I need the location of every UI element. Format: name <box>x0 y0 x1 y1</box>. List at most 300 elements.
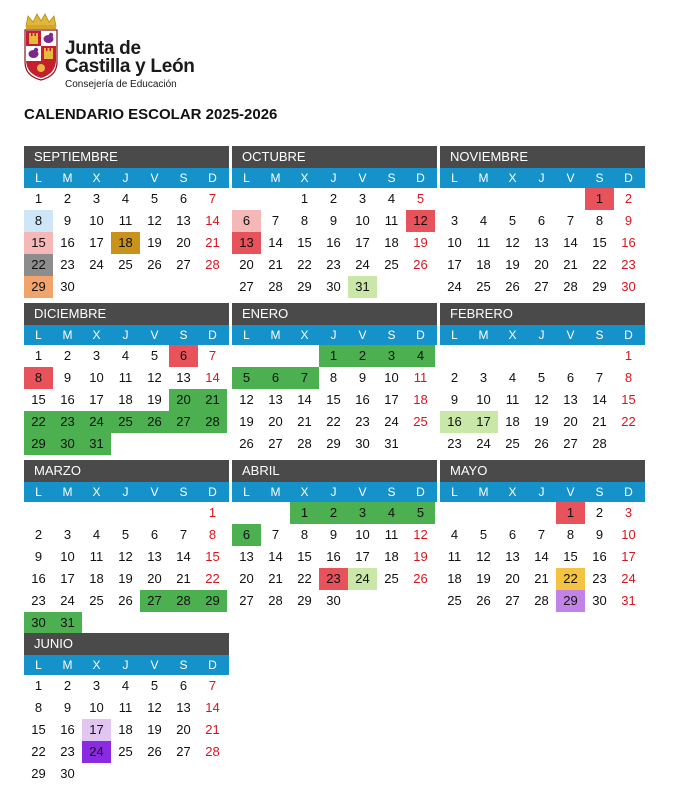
day-cell: 4 <box>377 502 406 524</box>
day-cell: 19 <box>147 235 162 250</box>
day-cell: 31 <box>621 593 636 608</box>
weekday-label: D <box>416 328 425 342</box>
day-cell: 9 <box>63 370 72 385</box>
day-cell: 14 <box>176 549 191 564</box>
day-cell: 16 <box>355 392 370 407</box>
weekday-label: M <box>478 171 489 185</box>
week-row <box>24 741 229 763</box>
month-title: JUNIO <box>24 633 229 655</box>
day-cell: 3 <box>63 527 72 542</box>
week-row <box>24 763 229 785</box>
day-cell: 14 <box>205 370 220 385</box>
week-row <box>24 697 229 719</box>
day-cell: 20 <box>534 257 549 272</box>
weekday-label: S <box>179 171 188 185</box>
weekday-label: S <box>387 485 396 499</box>
week-row <box>24 210 229 232</box>
empty-cell <box>140 502 169 524</box>
day-cell: 16 <box>60 392 75 407</box>
weekday-label: J <box>330 171 337 185</box>
weekday-label: M <box>270 328 281 342</box>
day-cell: 5 <box>150 348 159 363</box>
day-cell: 27 <box>176 257 191 272</box>
day-cell: 7 <box>208 678 217 693</box>
day-cell: 28 <box>268 279 283 294</box>
week-row <box>24 188 229 210</box>
day-cell: 25 <box>447 593 462 608</box>
day-cell: 10 <box>89 370 104 385</box>
day-cell: 18 <box>89 571 104 586</box>
day-cell: 19 <box>118 571 133 586</box>
week-row <box>440 210 645 232</box>
week-row <box>232 345 437 367</box>
day-cell: 23 <box>355 414 370 429</box>
day-cell: 9 <box>358 370 367 385</box>
week-row <box>440 232 645 254</box>
day-cell: 15 <box>31 722 46 737</box>
day-cell: 31 <box>348 276 377 298</box>
day-cell: 29 <box>31 766 46 781</box>
day-cell: 3 <box>624 505 633 520</box>
day-cell: 2 <box>450 370 459 385</box>
weekday-header <box>440 325 645 345</box>
day-cell: 8 <box>595 213 604 228</box>
day-cell: 31 <box>53 612 82 634</box>
day-cell: 20 <box>239 571 254 586</box>
day-cell: 13 <box>232 232 261 254</box>
day-cell: 12 <box>147 370 162 385</box>
empty-cell <box>261 345 290 367</box>
day-cell: 10 <box>89 213 104 228</box>
day-cell: 11 <box>476 235 491 250</box>
day-cell: 1 <box>34 678 43 693</box>
day-cell: 9 <box>595 527 604 542</box>
day-cell: 23 <box>326 257 341 272</box>
day-cell: 1 <box>34 191 43 206</box>
day-cell: 19 <box>505 257 520 272</box>
day-cell: 4 <box>121 348 130 363</box>
weeks-grid <box>232 188 437 298</box>
day-cell: 16 <box>60 722 75 737</box>
week-row <box>440 254 645 276</box>
empty-cell <box>498 345 527 367</box>
day-cell: 1 <box>208 505 217 520</box>
day-cell: 23 <box>621 257 636 272</box>
day-cell: 7 <box>208 348 217 363</box>
week-row <box>440 389 645 411</box>
day-cell: 6 <box>179 678 188 693</box>
week-row <box>440 433 645 455</box>
weekday-label: D <box>208 171 217 185</box>
day-cell: 7 <box>271 213 280 228</box>
day-cell: 27 <box>239 279 254 294</box>
weekday-label: S <box>179 328 188 342</box>
day-cell: 4 <box>121 678 130 693</box>
weekday-label: V <box>566 171 575 185</box>
weeks-grid <box>232 345 437 455</box>
day-cell: 28 <box>563 279 578 294</box>
day-cell: 28 <box>205 257 220 272</box>
day-cell: 26 <box>413 571 428 586</box>
day-cell: 12 <box>505 235 520 250</box>
weekday-label: J <box>122 658 129 672</box>
empty-cell <box>585 345 614 367</box>
day-cell: 25 <box>384 571 399 586</box>
week-row <box>440 276 645 298</box>
weekday-label: D <box>624 485 633 499</box>
day-cell: 18 <box>111 232 140 254</box>
weekday-label: M <box>478 485 489 499</box>
weekday-label: M <box>62 171 73 185</box>
day-cell: 29 <box>592 279 607 294</box>
weekday-header <box>232 325 437 345</box>
day-cell: 19 <box>413 235 428 250</box>
week-row <box>440 502 645 524</box>
day-cell: 16 <box>326 235 341 250</box>
empty-cell <box>290 345 319 367</box>
day-cell: 17 <box>355 235 370 250</box>
day-cell: 8 <box>24 367 53 389</box>
day-cell: 16 <box>440 411 469 433</box>
weekday-header <box>232 482 437 502</box>
month-february <box>440 303 645 455</box>
month-december <box>24 303 229 455</box>
weeks-grid <box>440 502 645 612</box>
week-row <box>24 568 229 590</box>
day-cell: 16 <box>60 235 75 250</box>
day-cell: 14 <box>297 392 312 407</box>
week-row <box>232 232 437 254</box>
day-cell: 11 <box>413 370 428 385</box>
day-cell: 5 <box>479 527 488 542</box>
day-cell: 4 <box>92 527 101 542</box>
day-cell: 12 <box>147 213 162 228</box>
day-cell: 22 <box>205 571 220 586</box>
weeks-grid <box>24 675 229 785</box>
day-cell: 23 <box>592 571 607 586</box>
day-cell: 7 <box>537 527 546 542</box>
weekday-label: X <box>92 485 101 499</box>
empty-cell <box>169 502 198 524</box>
weekday-label: D <box>208 485 217 499</box>
weekday-header <box>24 482 229 502</box>
day-cell: 19 <box>413 549 428 564</box>
weekday-header <box>24 655 229 675</box>
day-cell: 16 <box>326 549 341 564</box>
weeks-grid <box>232 502 437 612</box>
day-cell: 29 <box>297 593 312 608</box>
day-cell: 28 <box>534 593 549 608</box>
day-cell: 12 <box>118 549 133 564</box>
week-row <box>440 345 645 367</box>
month-april <box>232 460 437 612</box>
month-title: OCTUBRE <box>232 146 437 168</box>
day-cell: 26 <box>140 411 169 433</box>
weekday-label: L <box>35 328 42 342</box>
day-cell: 19 <box>147 392 162 407</box>
empty-cell <box>469 502 498 524</box>
weekday-label: V <box>150 171 159 185</box>
day-cell: 5 <box>406 502 435 524</box>
day-cell: 5 <box>150 678 159 693</box>
page-title: CALENDARIO ESCOLAR 2025-2026 <box>24 106 278 123</box>
weeks-grid <box>24 188 229 298</box>
day-cell: 7 <box>566 213 575 228</box>
day-cell: 26 <box>534 436 549 451</box>
weeks-grid <box>24 502 229 634</box>
day-cell: 20 <box>505 571 520 586</box>
week-row <box>24 345 229 367</box>
day-cell: 30 <box>621 279 636 294</box>
weekday-label: X <box>300 485 309 499</box>
day-cell: 18 <box>413 392 428 407</box>
empty-cell <box>111 502 140 524</box>
weekday-label: M <box>270 171 281 185</box>
day-cell: 29 <box>326 436 341 451</box>
week-row <box>24 502 229 524</box>
day-cell: 4 <box>387 191 396 206</box>
weekday-label: J <box>122 171 129 185</box>
day-cell: 19 <box>534 414 549 429</box>
day-cell: 3 <box>358 191 367 206</box>
weekday-label: M <box>62 328 73 342</box>
day-cell: 30 <box>592 593 607 608</box>
day-cell: 14 <box>268 549 283 564</box>
empty-cell <box>53 502 82 524</box>
day-cell: 24 <box>476 436 491 451</box>
day-cell: 17 <box>82 719 111 741</box>
month-title: ENERO <box>232 303 437 325</box>
day-cell: 21 <box>176 571 191 586</box>
day-cell: 1 <box>624 348 633 363</box>
day-cell: 3 <box>377 345 406 367</box>
day-cell: 29 <box>556 590 585 612</box>
day-cell: 21 <box>198 389 227 411</box>
weekday-label: J <box>538 485 545 499</box>
org-name-line2: Castilla y León <box>65 56 195 77</box>
week-row <box>232 254 437 276</box>
org-name-line1: Junta de <box>65 38 141 59</box>
day-cell: 3 <box>348 502 377 524</box>
day-cell: 16 <box>621 235 636 250</box>
day-cell: 30 <box>326 593 341 608</box>
day-cell: 31 <box>82 433 111 455</box>
week-row <box>24 719 229 741</box>
day-cell: 6 <box>508 527 517 542</box>
day-cell: 10 <box>60 549 75 564</box>
day-cell: 4 <box>479 213 488 228</box>
empty-cell <box>556 188 585 210</box>
week-row <box>232 590 437 612</box>
day-cell: 25 <box>111 411 140 433</box>
weekday-label: V <box>150 485 159 499</box>
day-cell: 30 <box>60 279 75 294</box>
empty-cell <box>469 345 498 367</box>
weekday-label: J <box>122 328 129 342</box>
empty-cell <box>527 345 556 367</box>
day-cell: 25 <box>118 744 133 759</box>
day-cell: 28 <box>297 436 312 451</box>
day-cell: 15 <box>297 235 312 250</box>
day-cell: 6 <box>179 191 188 206</box>
day-cell: 15 <box>205 549 220 564</box>
month-january <box>232 303 437 455</box>
day-cell: 3 <box>92 678 101 693</box>
day-cell: 9 <box>329 527 338 542</box>
weekday-label: V <box>566 485 575 499</box>
day-cell: 22 <box>31 744 46 759</box>
weekday-label: D <box>624 171 633 185</box>
empty-cell <box>440 188 469 210</box>
weekday-header <box>232 168 437 188</box>
weekday-label: V <box>566 328 575 342</box>
week-row <box>24 232 229 254</box>
day-cell: 11 <box>118 700 133 715</box>
day-cell: 9 <box>329 213 338 228</box>
week-row <box>440 568 645 590</box>
weekday-label: S <box>179 485 188 499</box>
day-cell: 6 <box>169 345 198 367</box>
day-cell: 8 <box>34 700 43 715</box>
weekday-label: X <box>508 485 517 499</box>
day-cell: 13 <box>534 235 549 250</box>
day-cell: 5 <box>150 191 159 206</box>
day-cell: 18 <box>447 571 462 586</box>
empty-cell <box>232 188 261 210</box>
weekday-label: L <box>451 328 458 342</box>
week-row <box>24 546 229 568</box>
day-cell: 21 <box>592 414 607 429</box>
week-row <box>232 276 437 298</box>
weekday-label: L <box>243 328 250 342</box>
weekday-label: V <box>358 485 367 499</box>
week-row <box>232 411 437 433</box>
day-cell: 20 <box>147 571 162 586</box>
day-cell: 10 <box>621 527 636 542</box>
month-may <box>440 460 645 612</box>
month-june <box>24 633 229 785</box>
week-row <box>440 546 645 568</box>
week-row <box>232 546 437 568</box>
weekday-label: V <box>150 328 159 342</box>
day-cell: 20 <box>268 414 283 429</box>
weekday-label: J <box>330 485 337 499</box>
week-row <box>440 524 645 546</box>
day-cell: 23 <box>60 744 75 759</box>
day-cell: 17 <box>89 235 104 250</box>
day-cell: 21 <box>563 257 578 272</box>
weekday-label: L <box>451 485 458 499</box>
week-row <box>440 367 645 389</box>
org-department: Consejería de Educación <box>65 79 177 90</box>
weekday-label: L <box>35 485 42 499</box>
week-row <box>440 188 645 210</box>
day-cell: 22 <box>297 257 312 272</box>
day-cell: 10 <box>355 213 370 228</box>
day-cell: 17 <box>384 392 399 407</box>
day-cell: 24 <box>89 257 104 272</box>
day-cell: 23 <box>60 257 75 272</box>
day-cell: 22 <box>556 568 585 590</box>
day-cell: 14 <box>205 700 220 715</box>
day-cell: 21 <box>205 235 220 250</box>
day-cell: 18 <box>384 235 399 250</box>
week-row <box>24 675 229 697</box>
day-cell: 29 <box>198 590 227 612</box>
day-cell: 18 <box>118 392 133 407</box>
day-cell: 24 <box>60 593 75 608</box>
month-september <box>24 146 229 298</box>
day-cell: 9 <box>450 392 459 407</box>
day-cell: 13 <box>147 549 162 564</box>
day-cell: 2 <box>348 345 377 367</box>
empty-cell <box>498 502 527 524</box>
empty-cell <box>232 502 261 524</box>
day-cell: 8 <box>300 527 309 542</box>
day-cell: 10 <box>384 370 399 385</box>
day-cell: 9 <box>34 549 43 564</box>
day-cell: 14 <box>268 235 283 250</box>
day-cell: 23 <box>447 436 462 451</box>
day-cell: 6 <box>150 527 159 542</box>
day-cell: 30 <box>53 433 82 455</box>
day-cell: 28 <box>268 593 283 608</box>
day-cell: 28 <box>169 590 198 612</box>
day-cell: 8 <box>329 370 338 385</box>
empty-cell <box>527 188 556 210</box>
weekday-label: L <box>243 485 250 499</box>
day-cell: 21 <box>534 571 549 586</box>
day-cell: 25 <box>384 257 399 272</box>
weekday-label: M <box>478 328 489 342</box>
weekday-label: S <box>387 328 396 342</box>
day-cell: 2 <box>63 348 72 363</box>
day-cell: 18 <box>505 414 520 429</box>
week-row <box>232 389 437 411</box>
day-cell: 26 <box>413 257 428 272</box>
weekday-label: D <box>208 658 217 672</box>
day-cell: 15 <box>592 235 607 250</box>
day-cell: 24 <box>621 571 636 586</box>
day-cell: 8 <box>300 213 309 228</box>
day-cell: 6 <box>537 213 546 228</box>
month-march <box>24 460 229 634</box>
weekday-label: D <box>624 328 633 342</box>
day-cell: 21 <box>297 414 312 429</box>
day-cell: 26 <box>118 593 133 608</box>
day-cell: 2 <box>329 191 338 206</box>
day-cell: 18 <box>118 722 133 737</box>
weekday-label: V <box>358 328 367 342</box>
day-cell: 14 <box>205 213 220 228</box>
day-cell: 4 <box>406 345 435 367</box>
day-cell: 24 <box>348 568 377 590</box>
day-cell: 24 <box>82 411 111 433</box>
day-cell: 6 <box>566 370 575 385</box>
day-cell: 26 <box>476 593 491 608</box>
month-title: SEPTIEMBRE <box>24 146 229 168</box>
empty-cell <box>24 502 53 524</box>
weekday-label: V <box>150 658 159 672</box>
day-cell: 17 <box>469 411 498 433</box>
weekday-label: X <box>92 328 101 342</box>
weekday-label: M <box>270 485 281 499</box>
weekday-label: L <box>243 171 250 185</box>
day-cell: 13 <box>176 700 191 715</box>
weekday-label: D <box>416 171 425 185</box>
day-cell: 16 <box>592 549 607 564</box>
week-row <box>232 502 437 524</box>
